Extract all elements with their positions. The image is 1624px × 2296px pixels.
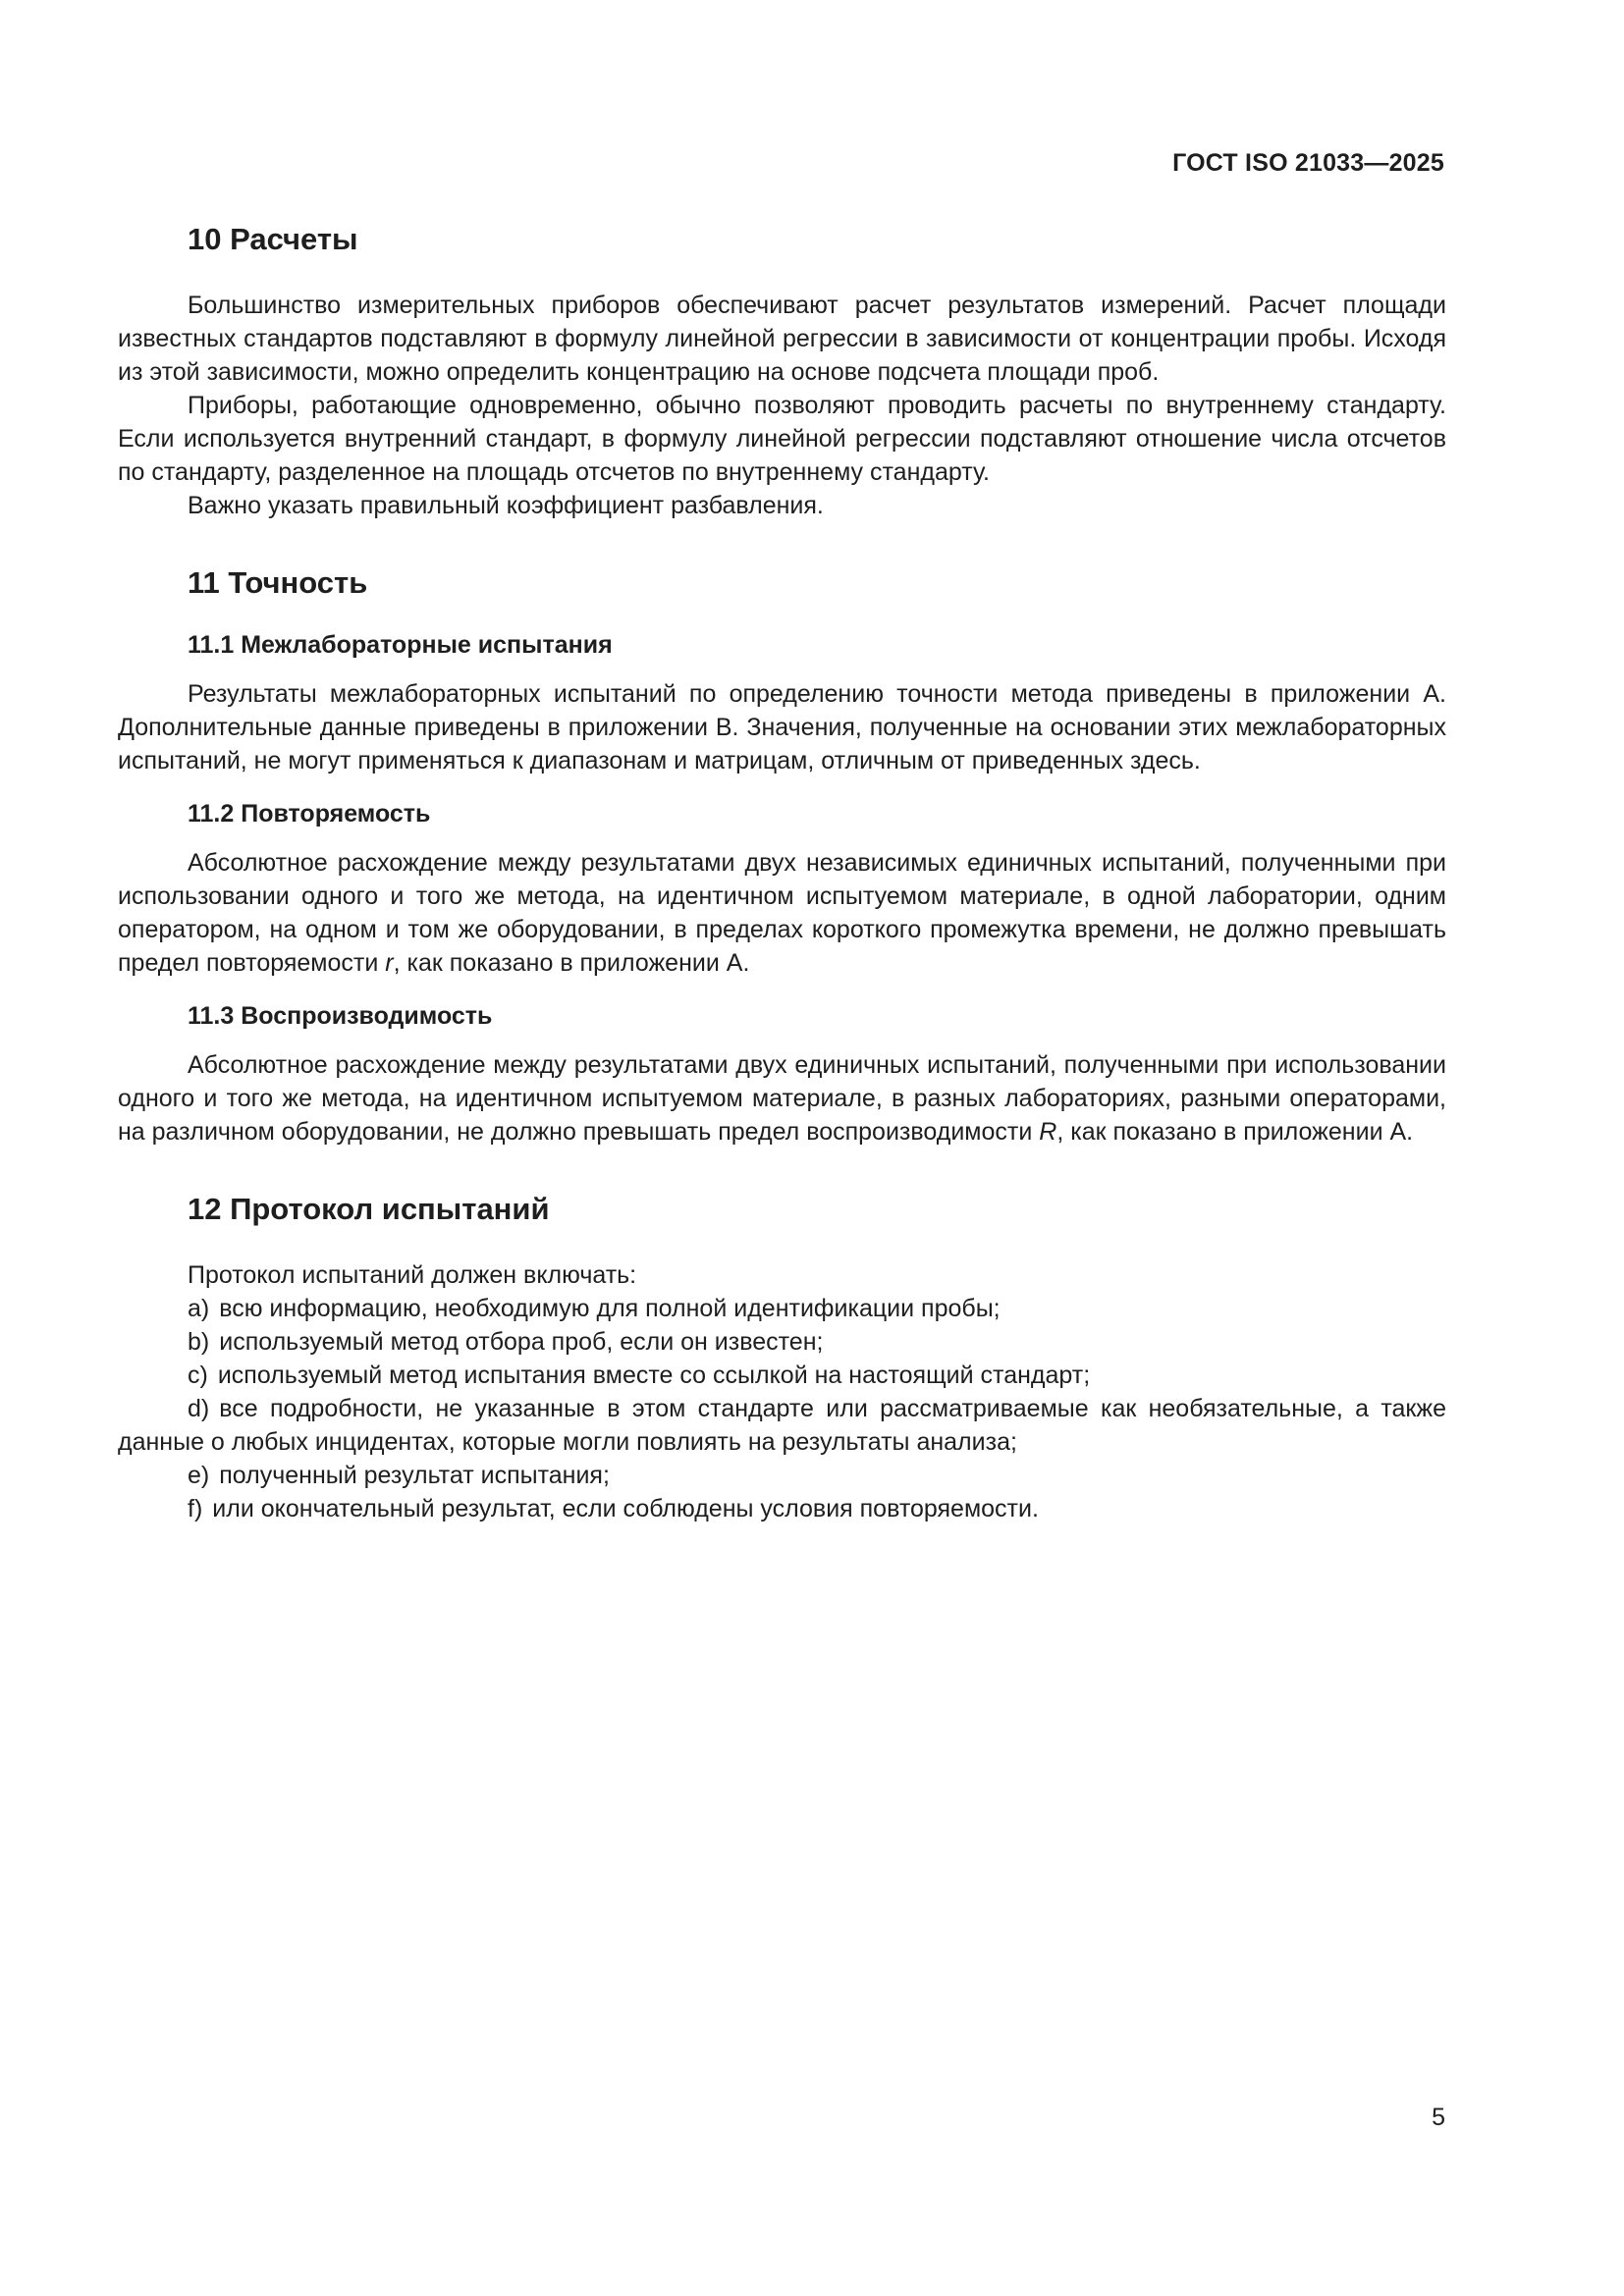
- list-item-text: используемый метод испытания вместе со ссылкой на настоящий стандарт;: [217, 1362, 1091, 1389]
- list-item-text: всю информацию, необходимую для полной идентификации пробы;: [219, 1295, 1001, 1322]
- section-10-paragraph-3: Важно указать правильный коэффициент разбавления.: [188, 492, 824, 519]
- document-header-standard: ГОСТ ISO 21033—2025: [1172, 149, 1444, 177]
- list-item: [118, 1359, 1446, 1392]
- subsection-11-1-title: 11.1 Межлабораторные испытания: [188, 631, 613, 659]
- list-item-text: все подробности, не указанные в этом стандарте или рассматриваемые как необязательные, а также данные о любых инцидентах, которые могли повлиять на результаты анализа;: [118, 1395, 1446, 1456]
- section-12-title: 12 Протокол испытаний: [188, 1192, 550, 1226]
- list-item-marker: b): [188, 1328, 210, 1356]
- subsection-11-3-text-after: , как показано в приложении А.: [1056, 1118, 1414, 1146]
- section-10-paragraph-2: Приборы, работающие одновременно, обычно позволяют проводить расчеты по внутреннему стандарту. Если используется внутренний стандарт, в формулу линейной регрессии подставляют отношение числа отсчетов по стандарту, разделенное на площадь отсчетов по внутреннему стандарту.: [118, 392, 1446, 486]
- list-item: [118, 1325, 1446, 1359]
- subsection-11-2-text-after: , как показано в приложении А.: [393, 949, 750, 977]
- subsection-11-3-text: [118, 1048, 1446, 1148]
- subsection-11-2-text-before: Абсолютное расхождение между результатами двух независимых единичных испытаний, полученными при использовании одного и того же метода, на идентичном испытуемом материале, в одной лаборатории, одним оператором, на одном и том же оборудовании, в пределах короткого промежутка времени, не должно превышать предел повторяемости: [118, 849, 1446, 977]
- list-item: [118, 1292, 1446, 1325]
- subsection-11-3-text-before: Абсолютное расхождение между результатами двух единичных испытаний, полученными при использовании одного и того же метода, на идентичном испытуемом материале, в разных лабораториях, разными операторами, на различном оборудовании, не должно превышать предел воспроизводимости: [118, 1051, 1446, 1146]
- subsection-11-2-title: 11.2 Повторяемость: [188, 800, 431, 828]
- section-10-title: 10 Расчеты: [188, 222, 358, 256]
- list-item: [118, 1392, 1446, 1459]
- list-item-text: полученный результат испытания;: [219, 1462, 610, 1489]
- document-content: [118, 220, 1446, 1525]
- reproducibility-limit-symbol: R: [1039, 1118, 1057, 1146]
- repeatability-limit-symbol: r: [385, 949, 394, 977]
- section-11-title: 11 Точность: [188, 565, 368, 600]
- subsection-11-3-title: 11.3 Воспроизводимость: [188, 1002, 493, 1030]
- list-item-marker: e): [188, 1462, 210, 1489]
- subsection-11-2-text: [118, 846, 1446, 980]
- test-report-requirements-list: [118, 1292, 1446, 1525]
- section-12-intro: Протокол испытаний должен включать:: [188, 1261, 637, 1289]
- section-10-paragraph-1: Большинство измерительных приборов обеспечивают расчет результатов измерений. Расчет площади известных стандартов подставляют в формулу линейной регрессии в зависимости от концентрации пробы. Исходя из этой зависимости, можно определить концентрацию на основе подсчета площади проб.: [118, 292, 1446, 386]
- list-item: [118, 1492, 1446, 1525]
- subsection-11-1-text: Результаты межлабораторных испытаний по определению точности метода приведены в приложении А. Дополнительные данные приведены в приложении В. Значения, полученные на основании этих межлабораторных испытаний, не могут применяться к диапазонам и матрицам, отличным от приведенных здесь.: [118, 680, 1446, 774]
- list-item-marker: c): [188, 1362, 208, 1389]
- list-item-marker: f): [188, 1495, 203, 1522]
- list-item: [118, 1459, 1446, 1492]
- list-item-text: или окончательный результат, если соблюдены условия повторяемости.: [212, 1495, 1039, 1522]
- list-item-marker: d): [188, 1395, 210, 1422]
- page-number: 5: [1432, 2104, 1445, 2131]
- list-item-marker: a): [188, 1295, 210, 1322]
- list-item-text: используемый метод отбора проб, если он известен;: [219, 1328, 824, 1356]
